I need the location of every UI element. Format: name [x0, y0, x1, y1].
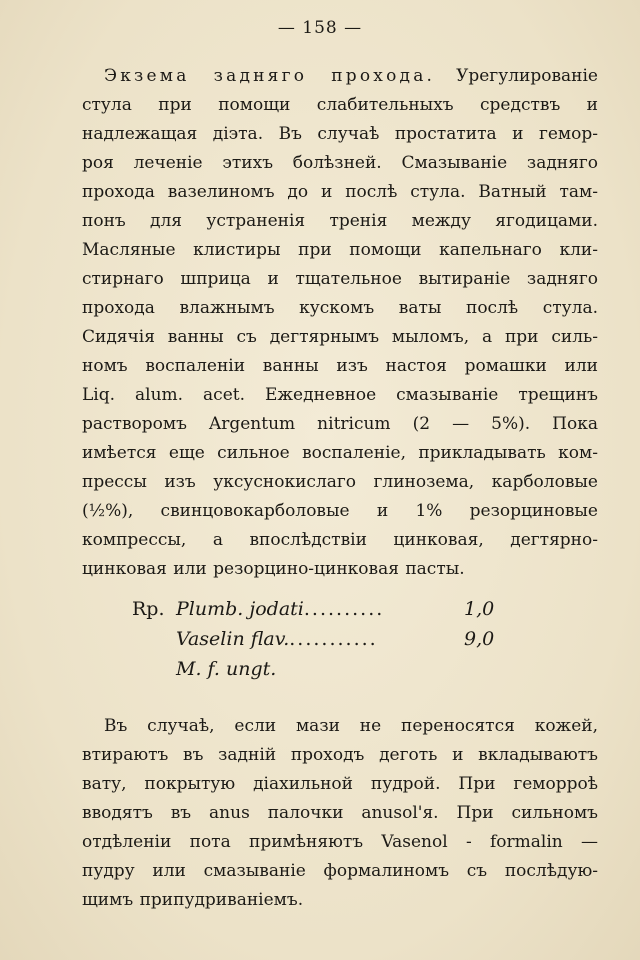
text-line: понъ для устраненія тренія между ягодицами. [82, 211, 598, 231]
text-line: Сидячія ванны съ дегтярнымъ мыломъ, а при силь- [82, 327, 598, 347]
text-line: (½%), свинцовокарболовые и 1% резорциновые [82, 501, 598, 521]
prescription-label: Rp. [132, 598, 165, 620]
page-number: — 158 — [277, 18, 363, 38]
text-line: стула при помощи слабительныхъ средствъ и [82, 95, 598, 115]
text-line: Въ случаѣ, если мази не переносятся кожей, [104, 716, 598, 736]
ingredient-name: M. f. ungt. [176, 658, 277, 680]
paragraph-eczema [82, 62, 598, 584]
text-line: стирнаго шприца и тщательное вытираніе задняго [82, 269, 598, 289]
text-line: вводятъ въ anus палочки anusol'я. При сильномъ [82, 803, 598, 823]
text-line: роя леченіе этихъ болѣзней. Смазываніе задняго [82, 153, 598, 173]
prescription [132, 594, 532, 684]
prescription-row [132, 624, 532, 654]
section-heading: Экзема задняго прохода. [104, 66, 436, 86]
text-line: растворомъ Argentum nitricum (2 — 5%). Пока [82, 414, 598, 434]
ingredient-quantity: 1,0 [464, 598, 495, 620]
text-line: втираютъ въ задній проходъ деготь и вкладываютъ [82, 745, 598, 765]
text-line: щимъ припудриваніемъ. [82, 890, 304, 910]
text-line: Liq. alum. acet. Ежедневное смазываніе трещинъ [82, 385, 598, 405]
text-line: имѣется еще сильное воспаленіе, прикладывать ком- [82, 443, 598, 463]
ingredient-quantity: 9,0 [464, 628, 495, 650]
ingredient-name: Vaselin flav. [176, 628, 290, 650]
text-line: прохода влажнымъ кускомъ ваты послѣ стула. [82, 298, 598, 318]
text-line: номъ воспаленіи ванны изъ настоя ромашки или [82, 356, 598, 376]
text-line: надлежащая діэта. Въ случаѣ простатита и гемор- [82, 124, 598, 144]
ingredient-name: Plumb. jodati [176, 598, 304, 620]
text-line: цинковая или резорцино-цинковая пасты. [82, 559, 465, 579]
text-line: компрессы, а впослѣдствіи цинковая, дегтярно- [82, 530, 598, 550]
paragraph-ointment [82, 712, 598, 915]
text-line: прохода вазелиномъ до и послѣ стула. Ватный там- [82, 182, 598, 202]
prescription-row [132, 594, 532, 624]
text-line: Экзема задняго прохода. Урегулированіе [104, 66, 598, 86]
text-line: пудру или смазываніе формалиномъ съ послѣдую- [82, 861, 598, 881]
text-line: прессы изъ уксуснокислаго глинозема, карболовые [82, 472, 598, 492]
text-line: Масляные клистиры при помощи капельнаго кли- [82, 240, 598, 260]
text-line: вату, покрытую діахильной пудрой. При геморроѣ [82, 774, 598, 794]
text-line: отдѣленіи пота примѣняютъ Vasenol - formalin — [82, 832, 598, 852]
prescription-row [132, 654, 532, 684]
leader-dots: ........... [289, 628, 378, 650]
leader-dots: .......... [303, 598, 385, 620]
